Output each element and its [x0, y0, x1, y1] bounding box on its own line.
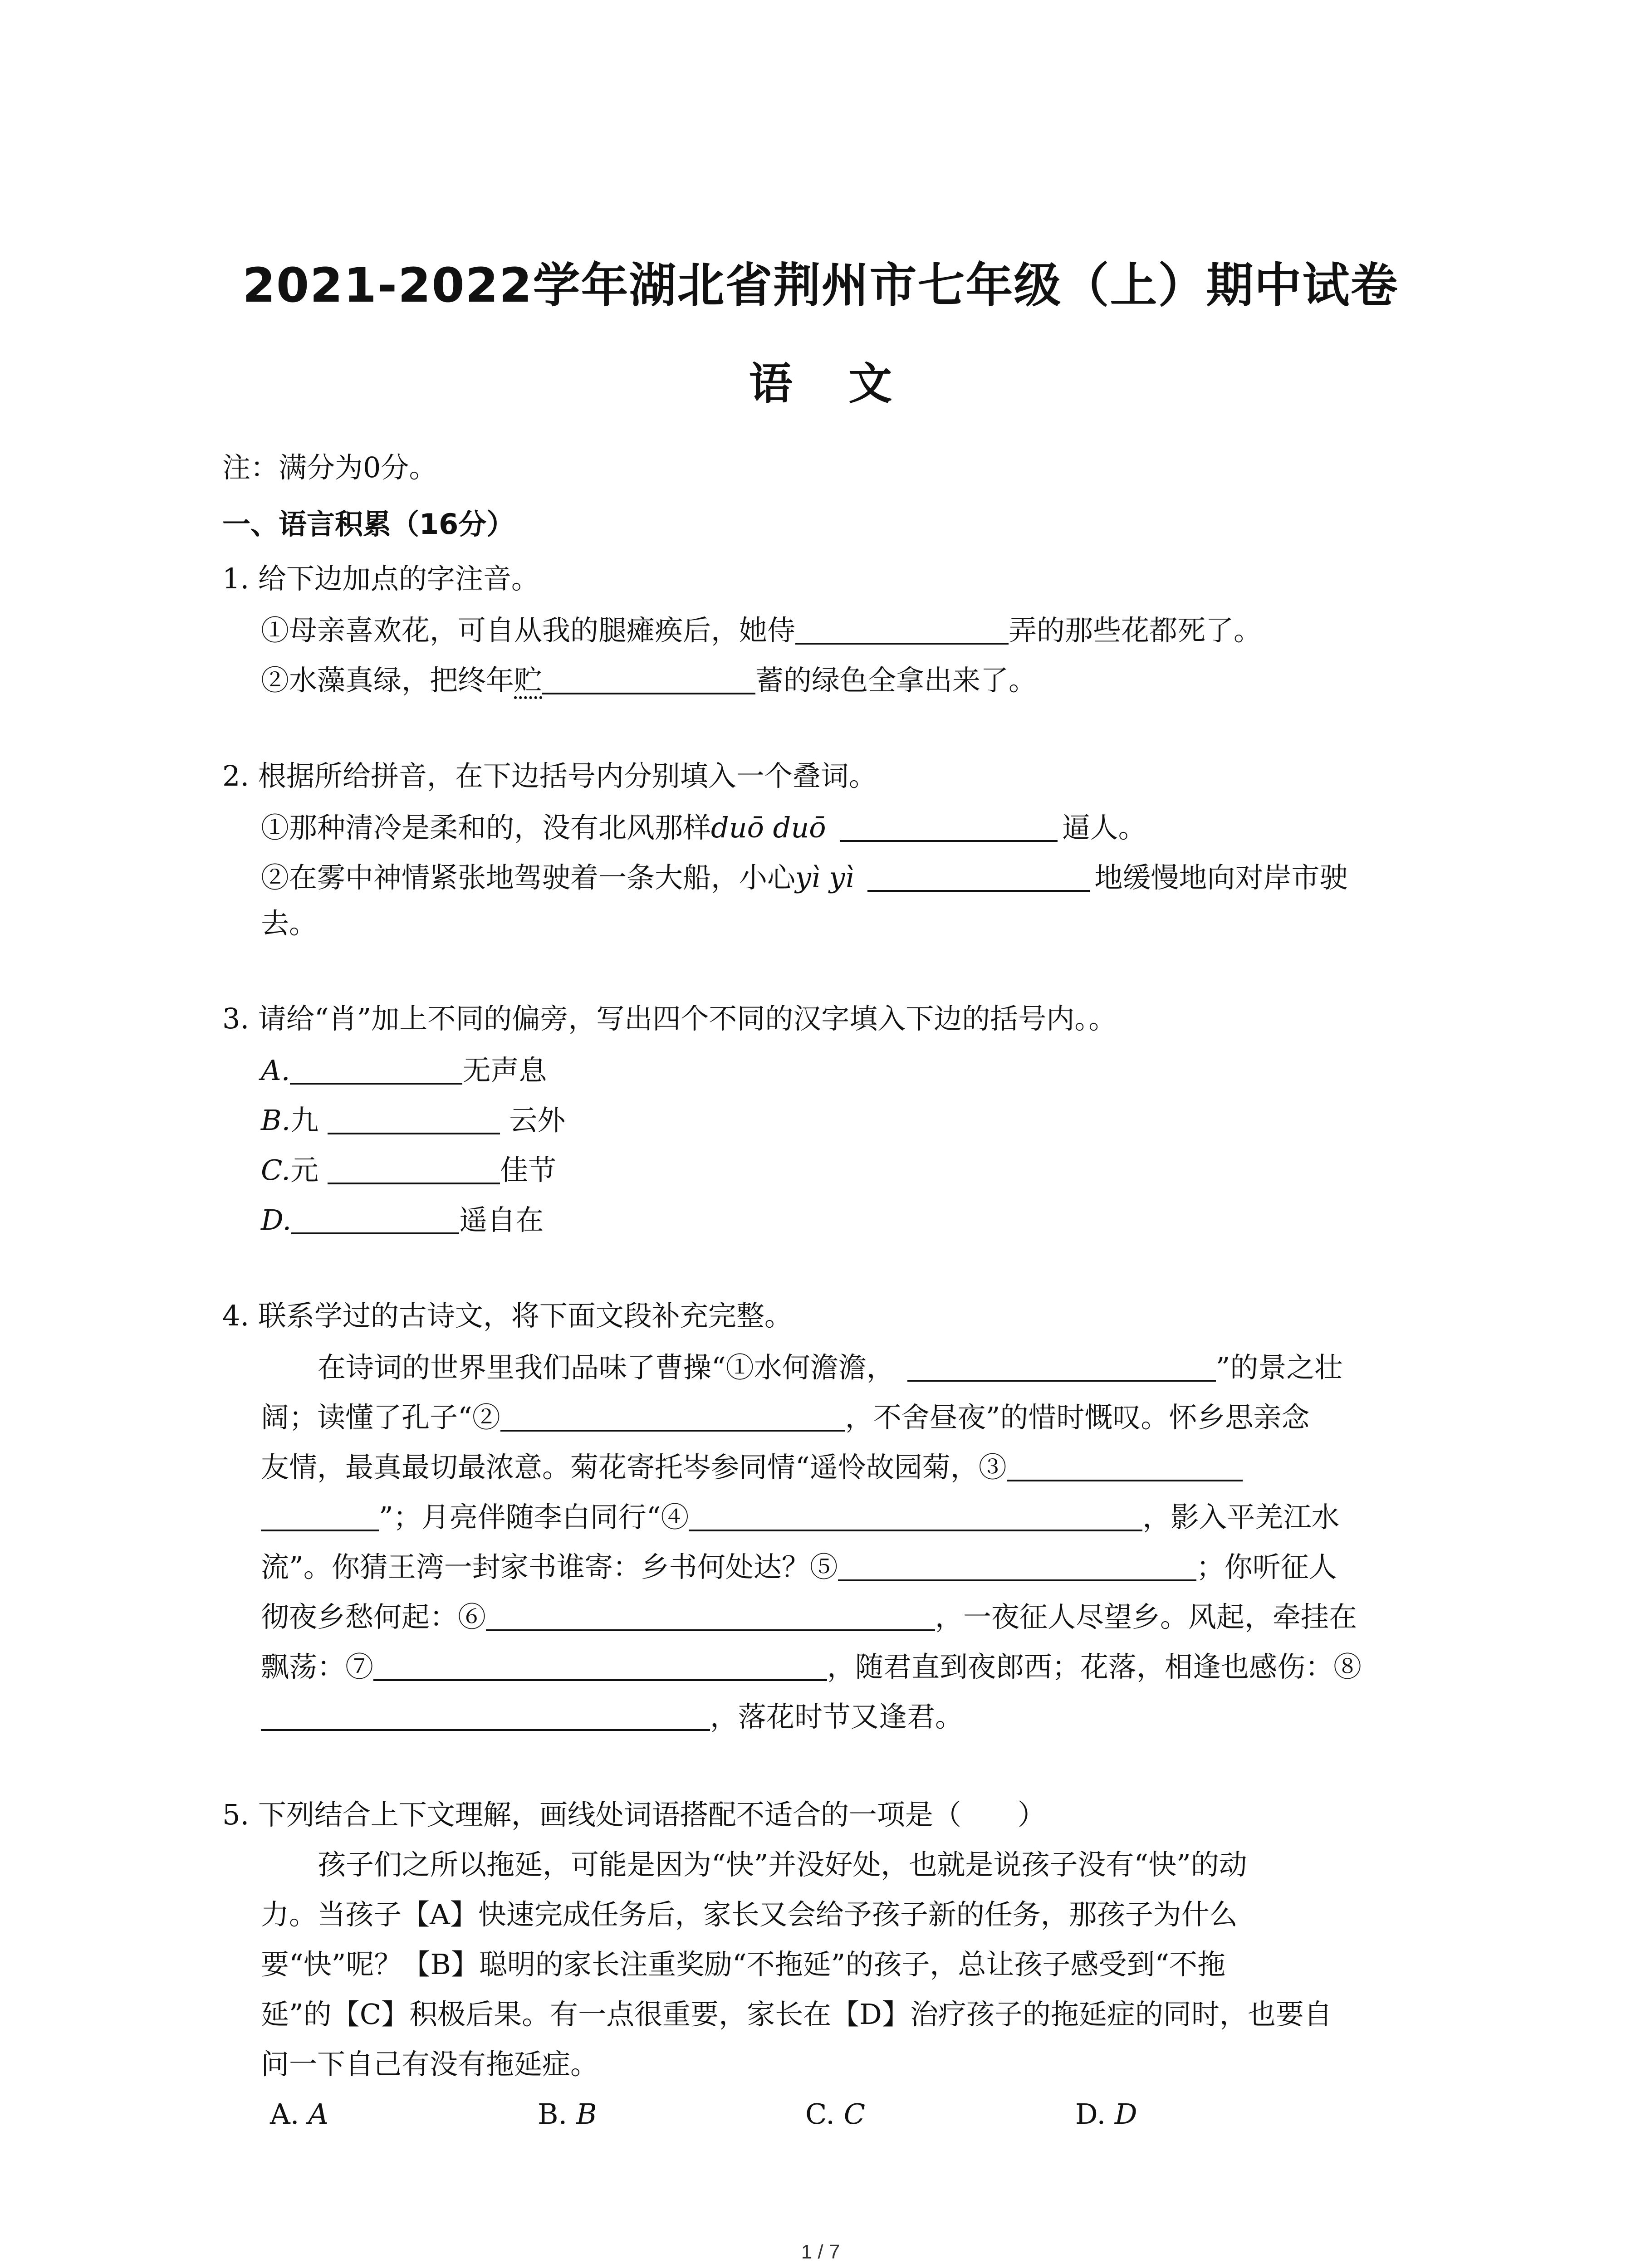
option-label: A.	[270, 2097, 309, 2131]
q4-text: ；你听征人	[1196, 1550, 1337, 1584]
question-2-item-b	[261, 862, 1347, 892]
page-number: 1 / 7	[801, 2241, 840, 2263]
q4-line-3	[261, 1451, 1243, 1484]
q3-option-b	[261, 1104, 566, 1137]
q1-b-text-after: 蓄的绿色全拿出来了。	[755, 664, 1037, 697]
subject-title: 语 文	[749, 358, 892, 409]
page-title: 2021-2022学年湖北省荆州市七年级（上）期中试卷	[242, 258, 1399, 313]
option-text: 佳节	[500, 1154, 556, 1187]
q4-line-2	[261, 1402, 1309, 1432]
answer-blank-q4-1[interactable]	[907, 1352, 1216, 1382]
option-letter: C.	[261, 1154, 290, 1187]
answer-blank-q1a[interactable]	[795, 615, 1009, 645]
answer-blank-q1b[interactable]	[542, 665, 755, 694]
q3-option-a	[261, 1055, 547, 1085]
option-text: 无声息	[462, 1054, 547, 1087]
q4-text: ，落花时节又逢君。	[710, 1700, 964, 1733]
answer-blank-q4-6[interactable]	[486, 1601, 935, 1631]
option-letter: D.	[261, 1203, 292, 1237]
q5-passage-1: 孩子们之所以拖延，可能是因为“快”并没好处，也就是说孩子没有“快”的动	[318, 1848, 1247, 1881]
option-label: D.	[1075, 2097, 1115, 2131]
question-2-item-a	[261, 812, 1146, 842]
question-5-stem: 5. 下列结合上下文理解，画线处词语搭配不适合的一项是（ ）	[222, 1798, 1046, 1831]
q4-text: ，影入平羌江水	[1142, 1501, 1340, 1534]
q4-text: 在诗词的世界里我们品味了曹操“①水何澹澹，	[318, 1351, 895, 1384]
dotted-character: 贮	[514, 664, 543, 697]
q4-line-1	[318, 1352, 1342, 1382]
q4-text: 流”。你猜王湾一封家书谁寄：乡书何处达？⑤	[261, 1550, 838, 1584]
answer-blank-q2a[interactable]	[840, 812, 1058, 842]
pinyin-hint: duō duō	[711, 811, 826, 844]
pinyin-hint: yì yì	[795, 861, 854, 894]
q4-text: ”的景之壮	[1215, 1351, 1343, 1384]
option-label: B.	[538, 2097, 576, 2131]
question-4-stem: 4. 联系学过的古诗文，将下面文段补充完整。	[222, 1299, 793, 1332]
question-1-stem: 1. 给下边加点的字注音。	[222, 562, 539, 595]
option-value: C	[843, 2097, 866, 2131]
answer-blank-q2b[interactable]	[867, 862, 1090, 892]
option-text: 遥自在	[459, 1203, 544, 1237]
q5-passage-2: 力。当孩子【A】快速完成任务后，家长又会给予孩子新的任务，那孩子为什么	[261, 1898, 1238, 1931]
answer-blank-q4-7[interactable]	[373, 1651, 827, 1681]
q1-b-text-before: ②水藻真绿，把终年	[261, 664, 514, 697]
option-prefix: 元	[290, 1154, 318, 1187]
q4-line-4	[261, 1501, 1340, 1534]
answer-blank-q3a[interactable]	[290, 1055, 462, 1085]
option-value: D	[1114, 2097, 1137, 2131]
q1-a-text-before: ①母亲喜欢花，可自从我的腿瘫痪后，她侍	[261, 614, 796, 647]
answer-blank-q3b[interactable]	[328, 1105, 500, 1134]
answer-blank-q4-2[interactable]	[500, 1402, 845, 1432]
option-prefix: 九	[290, 1104, 319, 1137]
q5-passage-4: 延”的【C】积极后果。有一点很重要，家长在【D】治疗孩子的拖延症的同时，也要自	[261, 1998, 1332, 2031]
q4-text: ，随君直到夜郎西；花落，相逢也感伤：⑧	[827, 1650, 1362, 1683]
q4-line-8	[261, 1701, 963, 1731]
q4-text: ，不舍昼夜”的惜时慨叹。怀乡思亲念	[845, 1401, 1310, 1434]
answer-blank-q4-8[interactable]	[261, 1701, 710, 1731]
q4-line-5	[261, 1550, 1337, 1584]
option-text: 云外	[509, 1104, 566, 1137]
q4-text: 彻夜乡愁何起：⑥	[261, 1600, 486, 1633]
q5-option-a[interactable]	[270, 2097, 328, 2131]
q4-text: ”；月亮伴随李白同行“④	[379, 1501, 689, 1534]
option-value: A	[308, 2097, 328, 2131]
score-note: 注：满分为0分。	[222, 451, 437, 484]
q5-option-b[interactable]	[538, 2097, 597, 2131]
q2-b-text-after: 地缓慢地向对岸市驶	[1094, 861, 1348, 894]
q4-text: 阔；读懂了孔子“②	[261, 1401, 500, 1434]
answer-blank-q4-3[interactable]	[1007, 1452, 1243, 1481]
q5-passage-5: 问一下自己有没有拖延症。	[261, 2048, 599, 2081]
section-heading: 一、语言积累（16分）	[222, 508, 515, 541]
q4-line-7	[261, 1651, 1362, 1681]
question-2-stem: 2. 根据所给拼音，在下边括号内分别填入一个叠词。	[222, 759, 877, 792]
answer-blank-q4-3-cont[interactable]	[261, 1501, 379, 1531]
q2-a-text-after: 逼人。	[1062, 811, 1146, 844]
question-1-item-b	[261, 664, 1037, 697]
q4-text: ，一夜征人尽望乡。风起，牵挂在	[935, 1600, 1357, 1633]
q5-option-d[interactable]	[1075, 2097, 1137, 2131]
q3-option-c	[261, 1154, 556, 1187]
answer-blank-q4-4[interactable]	[689, 1501, 1142, 1531]
question-3-stem: 3. 请给“肖”加上不同的偏旁，写出四个不同的汉字填入下边的括号内。。	[222, 1002, 1117, 1035]
answer-blank-q3c[interactable]	[328, 1154, 500, 1184]
q4-text: 友情，最真最切最浓意。菊花寄托岑参同情“遥怜故园菊，③	[261, 1451, 1007, 1484]
q3-option-d	[261, 1203, 544, 1237]
option-letter: A.	[261, 1054, 290, 1087]
option-label: C.	[805, 2097, 844, 2131]
q5-passage-3: 要“快”呢？【B】聪明的家长注重奖励“不拖延”的孩子，总让孩子感受到“不拖	[261, 1948, 1226, 1981]
option-letter: B.	[261, 1104, 291, 1137]
answer-blank-q3d[interactable]	[291, 1204, 459, 1234]
q4-line-6	[261, 1601, 1357, 1631]
q1-a-text-after: 弄的那些花都死了。	[1009, 614, 1262, 647]
question-1-item-a	[261, 615, 1262, 645]
q5-option-c[interactable]	[805, 2097, 866, 2131]
answer-blank-q4-5[interactable]	[838, 1551, 1196, 1581]
q2-b-continuation: 去。	[261, 907, 318, 940]
q2-b-text-before: ②在雾中神情紧张地驾驶着一条大船，小心	[261, 861, 796, 894]
q4-text: 飘荡：⑦	[261, 1650, 374, 1683]
option-value: B	[576, 2097, 597, 2131]
q2-a-text-before: ①那种清冷是柔和的，没有北风那样	[261, 811, 711, 844]
